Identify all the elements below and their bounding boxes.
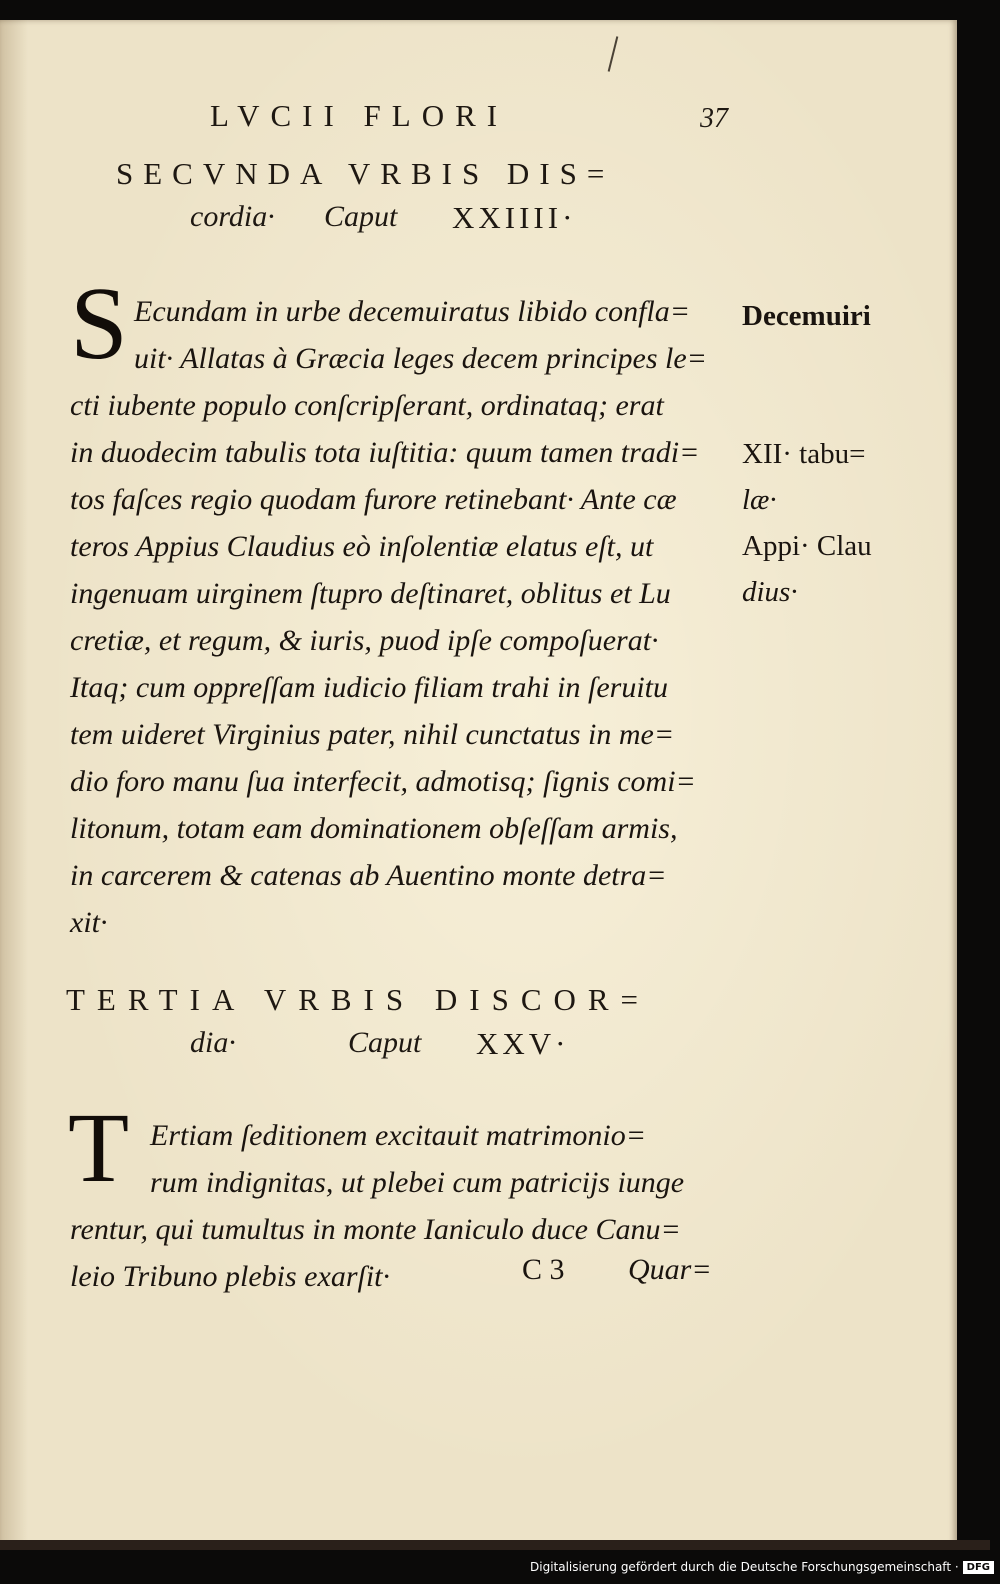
running-title: LVCII FLORI bbox=[210, 98, 509, 133]
margin-note-tabulae: XII· tabu= bbox=[742, 438, 866, 470]
text-line: tos faſces regio quodam furore retinebant· Ante cæ bbox=[70, 483, 677, 516]
text-line: xit· bbox=[70, 906, 108, 939]
text-line: litonum, totam eam dominationem obſeſſam armis, bbox=[70, 812, 678, 845]
text-line: tem uideret Virginius pater, nihil cunctatus in me= bbox=[70, 718, 675, 751]
text-line: rentur, qui tumultus in monte Ianiculo duce Canu= bbox=[70, 1213, 681, 1246]
text-line: in carcerem & catenas ab Auentino monte detra= bbox=[70, 859, 667, 892]
chapter25-heading-word: dia· bbox=[190, 1026, 236, 1059]
credit-text: Digitalisierung gefördert durch die Deutsche Forschungsgemeinschaft · bbox=[530, 1560, 959, 1574]
chapter25-heading-number: XXV· bbox=[476, 1026, 570, 1061]
chapter24-heading-caput: Caput bbox=[324, 200, 398, 233]
folio-number: 37 bbox=[700, 103, 728, 134]
chapter25-heading-caput: Caput bbox=[348, 1026, 422, 1059]
signature-mark: C 3 bbox=[522, 1253, 565, 1286]
chapter25-body bbox=[70, 1112, 684, 1300]
chapter24-drop-cap: S bbox=[70, 266, 128, 381]
text-line: rum indignitas, ut plebei cum patricijs iunge bbox=[150, 1166, 685, 1199]
text-line: Ecundam in urbe decemuiratus libido confla= bbox=[134, 295, 690, 328]
text-line: cretiæ, et regum, & iuris, puod ipſe compoſuerat· bbox=[70, 624, 659, 657]
text-line: in duodecim tabulis tota iuſtitia: quum tamen tradi= bbox=[70, 436, 700, 469]
chapter24-heading-line1: SECVNDA VRBIS DIS= bbox=[116, 156, 615, 191]
chapter25-heading-line1: TERTIA VRBIS DISCOR= bbox=[66, 982, 651, 1017]
dfg-logo: DFG bbox=[963, 1561, 994, 1574]
catchword: Quar= bbox=[628, 1253, 712, 1286]
digitization-credit bbox=[530, 1560, 994, 1574]
text-line: cti iubente populo conſcripſerant, ordinataq; erat bbox=[70, 389, 664, 422]
text-line: teros Appius Claudius eò inſolentiæ elatus eſt, ut bbox=[70, 530, 654, 563]
chapter24-heading-word: cordia· bbox=[190, 200, 275, 233]
margin-note-appius-cont: dius· bbox=[742, 576, 798, 608]
text-line: Ertiam ſeditionem excitauit matrimonio= bbox=[150, 1119, 647, 1152]
text-line: ingenuam uirginem ſtupro deſtinaret, oblitus et Lu bbox=[70, 577, 671, 610]
chapter24-body bbox=[70, 288, 707, 946]
chapter24-heading-number: XXIIII· bbox=[452, 200, 577, 235]
page-bottom-edge bbox=[0, 1540, 990, 1550]
margin-note-decemuiri: Decemuiri bbox=[742, 300, 871, 332]
text-line: uit· Allatas à Græcia leges decem principes le= bbox=[134, 342, 707, 375]
margin-note-appius: Appi· Clau bbox=[742, 530, 872, 562]
text-line: dio foro manu ſua interfecit, admotisq; ſignis comi= bbox=[70, 765, 696, 798]
chapter25-drop-cap: T bbox=[68, 1092, 130, 1203]
margin-note-tabulae-cont: læ· bbox=[742, 484, 777, 516]
text-line: Itaq; cum oppreſſam iudicio filiam trahi in ſeruitu bbox=[70, 671, 669, 704]
text-line: leio Tribuno plebis exarſit· bbox=[70, 1260, 390, 1293]
